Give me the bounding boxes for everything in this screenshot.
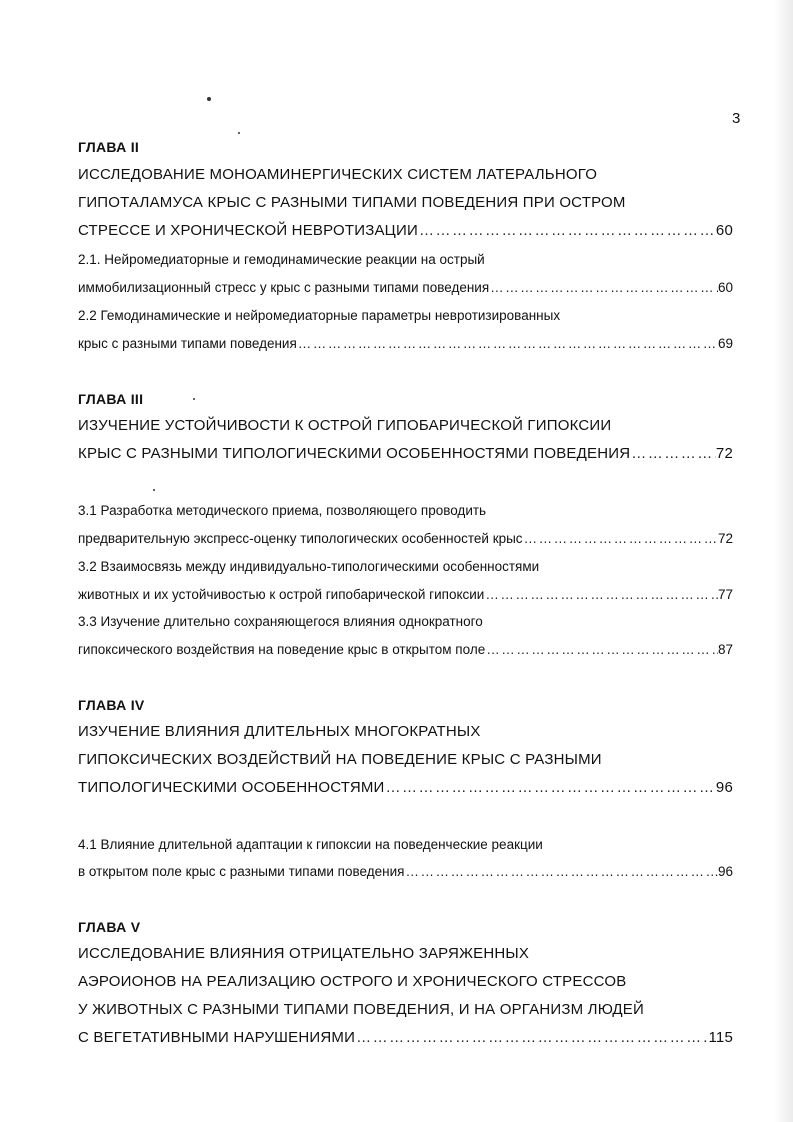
toc-page-number: 60 bbox=[715, 222, 733, 239]
toc-entry-section-2-2[interactable] bbox=[78, 335, 733, 353]
section-line: 2.2 Гемодинамические и нейромедиаторные параметры невротизированных bbox=[78, 308, 561, 323]
toc-page-number: 69 bbox=[717, 336, 733, 351]
toc-entry-section-2-1[interactable] bbox=[78, 279, 733, 297]
chapter-title-line: ИССЛЕДОВАНИЕ ВЛИЯНИЯ ОТРИЦАТЕЛЬНО ЗАРЯЖЕННЫХ bbox=[78, 945, 530, 962]
chapter-title-line: ИССЛЕДОВАНИЕ МОНОАМИНЕРГИЧЕСКИХ СИСТЕМ ЛАТЕРАЛЬНОГО bbox=[78, 166, 598, 183]
chapter-heading: ГЛАВА II bbox=[78, 139, 140, 155]
section-line: 3.2 Взаимосвязь между индивидуально-типологическими особенностями bbox=[78, 559, 540, 574]
section-line: гипоксического воздействия на поведение крыс в открытом поле bbox=[78, 642, 486, 657]
toc-entry-chapter-3[interactable] bbox=[78, 445, 733, 463]
toc-entry-section-4-1[interactable] bbox=[78, 863, 733, 881]
section-line: 3.3 Изучение длительно сохраняющегося влияния однократного bbox=[78, 614, 483, 629]
toc-page-number: 60 bbox=[717, 280, 733, 295]
toc-page-number: 96 bbox=[717, 864, 733, 879]
toc-page-number: 115 bbox=[708, 1029, 733, 1046]
toc-entry-chapter-5[interactable] bbox=[78, 1029, 733, 1047]
toc-page-number: 87 bbox=[717, 642, 733, 657]
chapter-title-line: АЭРОИОНОВ НА РЕАЛИЗАЦИЮ ОСТРОГО И ХРОНИЧЕСКОГО СТРЕССОВ bbox=[78, 973, 627, 990]
chapter-heading: ГЛАВА IV bbox=[78, 697, 145, 713]
chapter-title-line: У ЖИВОТНЫХ С РАЗНЫМИ ТИПАМИ ПОВЕДЕНИЯ, И НА ОРГАНИЗМ ЛЮДЕЙ bbox=[78, 1001, 644, 1018]
toc-page-number: 72 bbox=[715, 445, 733, 462]
dot-leader bbox=[356, 1029, 708, 1047]
chapter-heading: ГЛАВА III bbox=[78, 391, 144, 407]
chapter-title-line: ТИПОЛОГИЧЕСКИМИ ОСОБЕННОСТЯМИ bbox=[78, 779, 385, 796]
dot-leader bbox=[485, 586, 718, 604]
toc-page-number: 96 bbox=[715, 779, 733, 796]
toc-entry-chapter-4[interactable] bbox=[78, 779, 733, 797]
page-number: 3 bbox=[732, 110, 741, 127]
section-line: 4.1 Влияние длительной адаптации к гипоксии на поведенческие реакции bbox=[78, 837, 543, 852]
section-line: предварительную экспресс-оценку типологических особенностей крыс bbox=[78, 531, 523, 546]
chapter-title-line: ИЗУЧЕНИЕ ВЛИЯНИЯ ДЛИТЕЛЬНЫХ МНОГОКРАТНЫХ bbox=[78, 723, 481, 740]
toc-page-number: 77 bbox=[717, 587, 733, 602]
scan-speck bbox=[207, 97, 211, 101]
chapter-title-line: СТРЕССЕ И ХРОНИЧЕСКОЙ НЕВРОТИЗАЦИИ bbox=[78, 222, 418, 239]
chapter-title-line: ГИПОКСИЧЕСКИХ ВОЗДЕЙСТВИЙ НА ПОВЕДЕНИЕ КРЫС С РАЗНЫМИ bbox=[78, 751, 602, 768]
section-line: иммобилизационный стресс у крыс с разными типами поведения bbox=[78, 280, 490, 295]
dot-leader bbox=[419, 222, 716, 240]
dot-leader bbox=[490, 279, 718, 297]
toc-entry-chapter-2[interactable] bbox=[78, 222, 733, 240]
scan-speck bbox=[153, 489, 155, 491]
dot-leader bbox=[524, 530, 718, 548]
dot-leader bbox=[631, 445, 716, 463]
section-line: 2.1. Нейромедиаторные и гемодинамические реакции на острый bbox=[78, 252, 485, 267]
chapter-title-line: КРЫС С РАЗНЫМИ ТИПОЛОГИЧЕСКИМИ ОСОБЕННОСТЯМИ ПОВЕДЕНИЯ bbox=[78, 445, 631, 462]
toc-page-number: 72 bbox=[717, 531, 733, 546]
dot-leader bbox=[405, 863, 718, 881]
toc-entry-section-3-3[interactable] bbox=[78, 641, 733, 659]
toc-entry-section-3-2[interactable] bbox=[78, 586, 733, 604]
dot-leader bbox=[386, 779, 716, 797]
toc-entry-section-3-1[interactable] bbox=[78, 530, 733, 548]
section-line: крыс с разными типами поведения bbox=[78, 336, 297, 351]
chapter-heading: ГЛАВА V bbox=[78, 919, 141, 935]
scan-speck bbox=[238, 132, 240, 134]
section-line: 3.1 Разработка методического приема, позволяющего проводить bbox=[78, 503, 487, 518]
section-line: животных и их устойчивостью к острой гипобарической гипоксии bbox=[78, 587, 485, 602]
chapter-title-line: ИЗУЧЕНИЕ УСТОЙЧИВОСТИ К ОСТРОЙ ГИПОБАРИЧЕСКОЙ ГИПОКСИИ bbox=[78, 417, 612, 434]
dot-leader bbox=[486, 641, 718, 659]
dot-leader bbox=[298, 335, 718, 353]
section-line: в открытом поле крыс с разными типами поведения bbox=[78, 864, 405, 879]
scan-edge-shadow bbox=[773, 0, 793, 1122]
chapter-title-line: С ВЕГЕТАТИВНЫМИ НАРУШЕНИЯМИ bbox=[78, 1029, 356, 1046]
chapter-title-line: ГИПОТАЛАМУСА КРЫС С РАЗНЫМИ ТИПАМИ ПОВЕДЕНИЯ ПРИ ОСТРОМ bbox=[78, 194, 626, 211]
